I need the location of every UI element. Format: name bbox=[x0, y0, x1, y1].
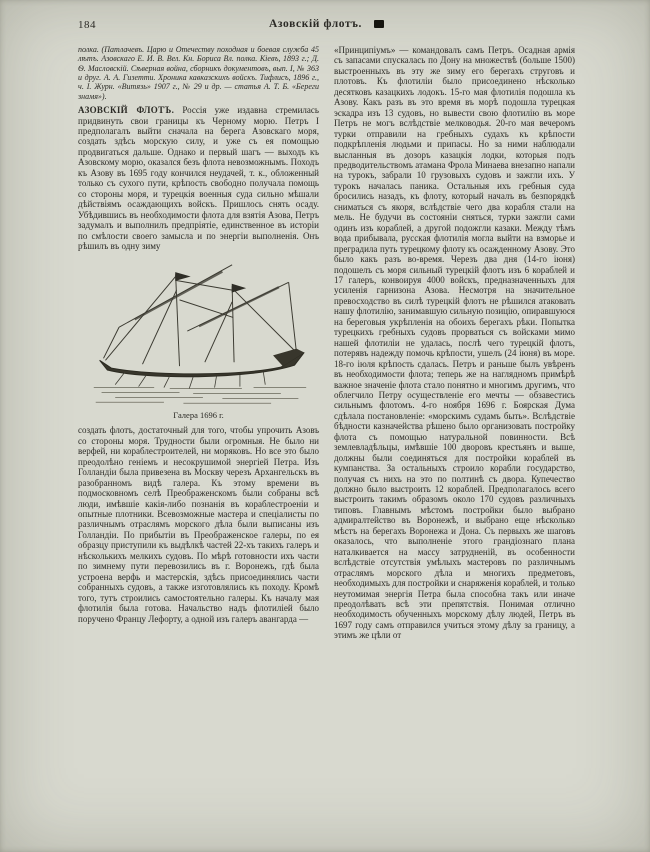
galley-figure bbox=[78, 257, 319, 420]
page-number: 184 bbox=[78, 19, 96, 31]
article-heading: АЗОВСКІЙ ФЛОТЪ. bbox=[78, 105, 175, 116]
right-column bbox=[334, 45, 575, 641]
running-title bbox=[78, 18, 575, 30]
article-continuation-paragraph: создать флотъ, достаточный для того, чтобы упрочить Азовъ со стороны моря. Трудности были огромныя. Не было ни верфей, ни кораблестроителей, ни моряковъ. Но все это было преодолѣно геніемъ и несокрушимой энергіей Петра. Изъ Голландіи была привезена въ Москву черезъ Архангельскъ въ разобранномъ видѣ галера. Къ этому времени въ подмосковномъ селѣ Преображенскомъ были собраны всѣ люди, имѣвшіе какія-либо познанія въ кораблестроеніи и опытные плотники. Всевозможные мастера и спеціалисты по различнымъ отраслямъ морского дѣла были выписаны изъ Голландіи. По прибытіи въ Преображенское галеры, по ея образцу приступили къ выдѣлкѣ частей 22-хъ такихъ галеръ и нѣсколькихъ мелкихъ судовъ. По мѣрѣ готовности ихъ части по зимнему пути перевозились въ г. Воронежъ, гдѣ была устроена верфь и мастерскія, здѣсь присоединялись части собранныхъ судовъ, а также изготовлялись къ походу. Кромѣ того, тутъ строились самостоятельно галеры. Къ началу мая флотилія была готова. Начальство надъ флотиліей было поручено Францу Лефорту, а одной изъ галеръ авангарда — bbox=[78, 425, 319, 624]
right-column-text: «Принципіумъ» — командовалъ самъ Петръ. Осадная армія съ запасами спускалась по Дону на множествѣ (больше 1500) выстроенныхъ въ эту же зиму его берегахъ струговъ и плотовъ. Къ флотиліи было присоединено нѣсколько десятковъ казацкихъ лодокъ. 15-го мая флотилія подошла къ Азову. Какъ разъ въ это время въ морѣ подошла турецкая эскадра изъ 13 судовъ, но вывести свою флотилію въ море Петръ не могъ вслѣдствіе мелководья. 20-го мая вечеромъ турки отправили на гребныхъ судахъ къ крѣпости подкрѣпленія людьми и припасы. Но за ними наблюдали высланныя въ дозоръ казацкія лодки, которыя подъ предводительствомъ атамана Фрола Минаева внезапно напали на турокъ, забрали 10 грузовыхъ судовъ и зажгли ихъ. У турокъ началась паника. Остальныя ихъ гребныя суда бросились назадъ, къ флоту, который началъ въ безпорядкѣ сниматься съ якоря, вслѣдствіе чего два корабля стали на мель. Не будучи въ состояніи сняться, турки зажгли сами одинъ изъ кораблей, а другой подожгли казаки. Между тѣмъ вода прибывала, русская флотилія могла выйти на взморье и преградила путь турецкому флоту къ осажденному Азову. Это было какъ разъ во-время. Черезъ два дня (14-го іюня) подошелъ съ моря сильный турецкій флотъ изъ 6 кораблей и 17 галеръ, конвоируя 4000 войскъ, предназначенныхъ для усиленія гарнизона Азова. Несмотря на значительное превосходство въ силѣ турецкій флотъ не рѣшился атаковать нашу флотилію, занимавшую сильную позицію, опиравшуюся на береговыя укрѣпленія на обоихъ берегахъ рѣки. Попытка турецкихъ гребныхъ судовъ прорваться съ войсками мимо нашей флотиліи не удалась, послѣ чего турецкій флотъ, потерявъ надежду помочь крѣпости, ушелъ (24 іюня) въ море. 18-го іюля крѣпость сдалась. Петръ и раньше былъ увѣренъ въ необходимости флота; теперь же на наглядномъ примѣрѣ важное значеніе флота стало понятно и многимъ другимъ, что облегчило Петру осуществленіе его мечты — обзавестись сильнымъ флотомъ. 4-го ноября 1696 г. Боярская Дума сдѣлала постановленіе: «морскимъ судамъ быть». Вслѣдствіе бѣдности казначейства рѣшено было организовать постройку флота съ помощью натуральной повинности. Всѣ землевладѣльцы, имѣвшіе 100 дворовъ крестьянъ и выше, должны были соединяться для постройки кораблей въ кумпанства. За остальныхъ строило корабли государство, получая съ нихъ на это по полтинѣ съ двора. Купечество должно было выстроить 12 кораблей. Предполагалось всего выстроить такимъ образомъ около 170 судовъ различныхъ типовъ. Главнымъ мѣстомъ постройки было выбрано адмиралтейство въ Воронежѣ, и выбрано еще нѣсколько мѣстъ на берегахъ Воронежа и Дона. Съ первыхъ же шаговъ оказалось, что выполненіе этого грандіознаго плана наталкивается на массу затрудненій, въ особенности вслѣдствіе отсутствія умѣлыхъ мастеровъ по различнымъ отраслямъ морского дѣла и многихъ предметовъ, необходимыхъ для постройки и снаряженія кораблей, и только неутомимая энергія Петра была способна такъ или иначе преодолѣвать всѣ эти препятствія. Понимая отлично необходимость обученныхъ морскому дѣлу людей, Петръ въ 1697 году самъ отправился учиться этому дѣлу за границу, а этимъ же цѣли от bbox=[334, 45, 575, 641]
ink-blot-artifact bbox=[374, 20, 384, 28]
running-title-text: Азовскій флотъ. bbox=[268, 18, 363, 30]
figure-caption: Галера 1696 г. bbox=[173, 410, 224, 421]
article-lead-paragraph bbox=[78, 105, 319, 251]
galley-engraving-icon bbox=[85, 257, 313, 409]
left-column bbox=[78, 45, 319, 641]
page-content bbox=[78, 14, 575, 641]
page-header bbox=[78, 14, 575, 40]
two-column-layout bbox=[78, 45, 575, 641]
bibliography-paragraph: полка. (Патлачевъ. Царю и Отечеству походная и боевая служба 45 лѣтъ. Азовскаго Е. И. В. Вел. Кн. Бориса Вл. полка. Кіевъ, 1893 г.; Д. Ѳ. Масловскій. Сѣверная война, сборникъ документовъ, вып. I, № 363 и друг. А. А. Гизетти. Хроника кавказскихъ войскъ. Тифлисъ, 1896 г., ч. I. Журн. «Витязь» 1907 г., № 29 и др. — статья А. Т. Б. «Береги знамя»). bbox=[78, 45, 319, 101]
article-lead-text: Россія уже издавна стремилась придвинуть свои границы къ Черному морю. Петръ I предполагалъ выйти сначала на берега Азовскаго моря, создать здѣсь морскую силу, и уже съ ея помощью продвигаться дальше. Однако и первый шагъ — выходъ къ Азовскому морю, оказался безъ флота невозможнымъ. Походъ къ Азову въ 1695 году кончился неудачей, т. к., обложенный только съ сухого пути, крѣпость свободно получала помощь со стороны моря, и турецкія военныя суда сильно мѣшали дѣйствіямъ осаждающихъ войскъ. Пришлось снять осаду. Убѣдившись въ необходимости флота для взятія Азова, Петръ задумалъ и выполнилъ предпріятіе, единственное въ исторіи по смѣлости своего замысла и по энергіи выполненія. Онъ рѣшилъ въ одну зиму bbox=[78, 105, 319, 251]
